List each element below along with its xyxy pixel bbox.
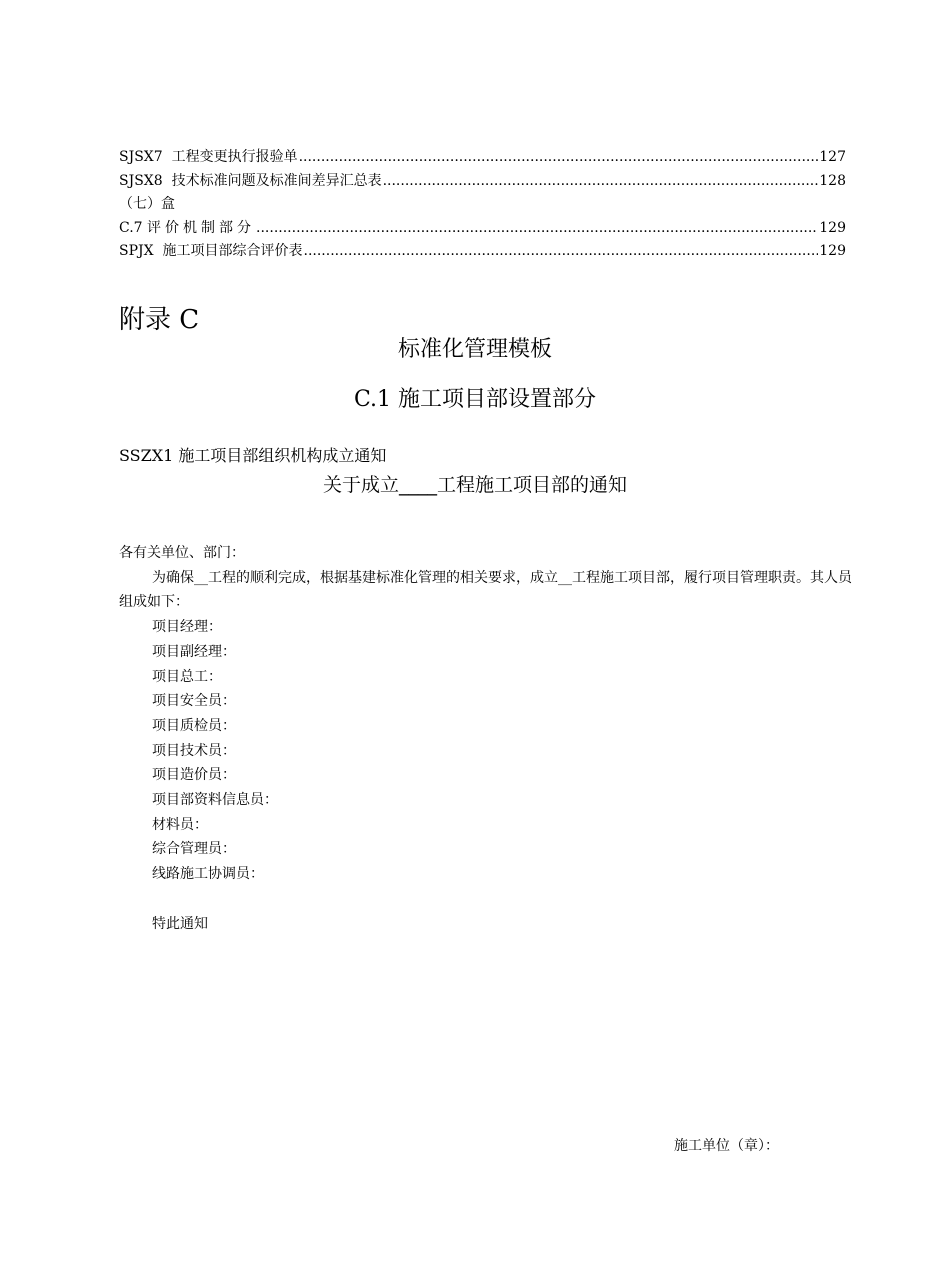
toc-entry-label: C.7 评价机制部分 — [119, 219, 256, 236]
appendix-heading: 附录 C — [119, 305, 200, 335]
section-title: C.1 施工项目部设置部分 — [353, 387, 597, 412]
roster-item: 项目质检员： — [152, 717, 236, 734]
roster-list — [119, 615, 855, 887]
toc-entry-label: SPJX 施工项目部综合评价表 — [119, 243, 303, 259]
table-of-contents — [119, 146, 846, 264]
toc-page-number: 129 — [819, 219, 846, 236]
toc-entry[interactable] — [119, 240, 846, 264]
roster-item: 项目副经理： — [152, 643, 236, 660]
notice-title: 关于成立____工程施工项目部的通知 — [322, 474, 627, 496]
form-label: SSZX1 施工项目部组织机构成立通知 — [119, 446, 387, 465]
toc-entry[interactable] — [119, 217, 846, 241]
toc-entry-label: （七）盒 — [119, 196, 175, 212]
roster-item: 项目经理： — [152, 619, 222, 636]
notice-body — [119, 541, 855, 936]
closing-line: 特此通知 — [152, 915, 208, 932]
spacer — [119, 887, 855, 912]
toc-entry[interactable] — [119, 193, 846, 217]
roster-item: 综合管理员： — [152, 841, 236, 858]
roster-item: 项目安全员： — [152, 693, 236, 710]
toc-page-number: 129 — [819, 243, 846, 259]
toc-page-number: 127 — [819, 149, 846, 165]
toc-leader-dots — [304, 240, 819, 264]
salutation: 各有关单位、部门： — [119, 545, 245, 561]
toc-entry-label: SJSX8 技术标准问题及标准间差异汇总表 — [119, 172, 382, 189]
roster-item: 线路施工协调员： — [152, 866, 264, 883]
roster-item: 项目总工： — [152, 668, 222, 685]
signature-line: 施工单位（章）： — [674, 1138, 779, 1154]
toc-page-number: 128 — [819, 172, 846, 189]
toc-leader-dots — [383, 170, 819, 194]
toc-entry[interactable] — [119, 170, 846, 194]
main-title: 标准化管理模板 — [397, 337, 552, 362]
roster-item: 材料员： — [152, 816, 208, 833]
roster-item: 项目部资料信息员： — [152, 792, 278, 809]
roster-item: 项目造价员： — [152, 767, 236, 784]
body-paragraph: 为确保__工程的顺利完成，根据基建标准化管理的相关要求，成立__工程施工项目部，履行项目管理职责。其人员组成如下： — [119, 569, 852, 611]
roster-item: 项目技术员： — [152, 742, 236, 759]
toc-entry-label: SJSX7 工程变更执行报验单 — [119, 149, 298, 165]
toc-leader-dots — [299, 146, 819, 170]
toc-leader-dots — [256, 217, 818, 241]
toc-entry[interactable] — [119, 146, 846, 170]
